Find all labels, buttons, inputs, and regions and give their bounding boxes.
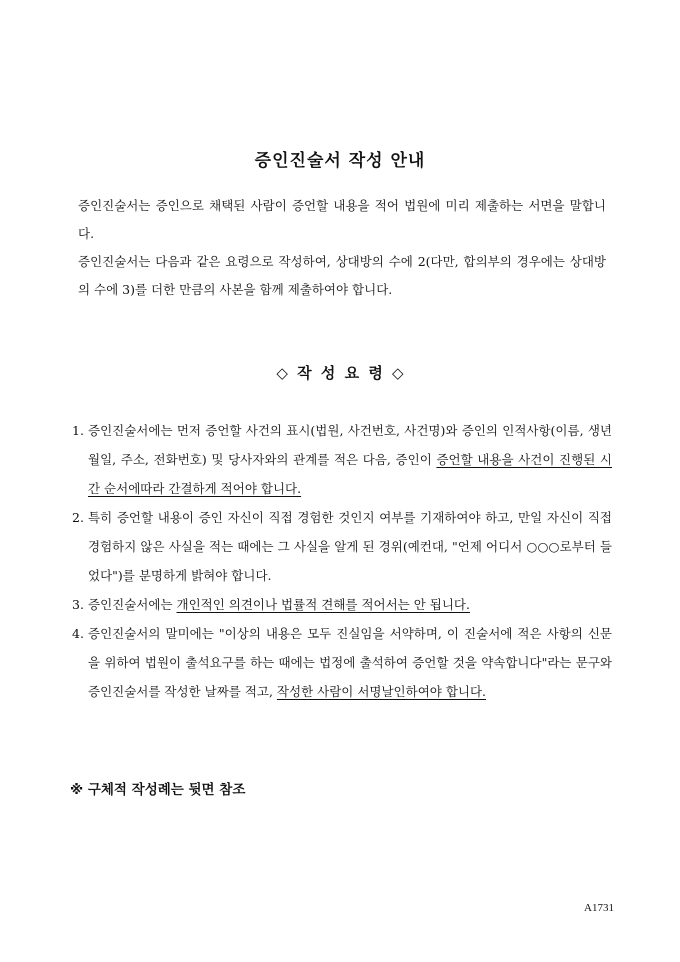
reference-note: ※ 구체적 작성례는 뒷면 참조 [70, 782, 246, 798]
intro-paragraph-2: 증인진술서는 다음과 같은 요령으로 작성하여, 상대방의 수에 2(다만, 합의부의 경우에는 상대방의 수에 3)를 더한 만큼의 사본을 함께 제출하여야 합니다. [78, 254, 606, 297]
form-code: A1731 [584, 902, 614, 914]
item-emphasis: 개인적인 의견이나 법률적 견해를 적어서는 안 됩니다. [176, 597, 470, 612]
item-number: 4. [72, 626, 84, 641]
item-text: 특히 증언할 내용이 증인 자신이 직접 경험한 것인지 여부를 기재하여야 하고, 만일 자신이 직접 경험하지 않은 사실을 적는 때에는 그 사실을 알게 된 경위(예컨대, "언제 어디서 ○○○로부터 들었다")를 분명하게 밝혀야 합니다. [88, 510, 612, 583]
item-number: 2. [72, 510, 84, 525]
item-emphasis: 증언할 내용을 사건이 진행된 시간 순서에따라 간결하게 적어야 합니다. [88, 452, 613, 496]
intro-paragraph-1: 증인진술서는 증인으로 채택된 사람이 증언할 내용을 적어 법원에 미리 제출하는 서면을 말합니다. [78, 198, 606, 241]
item-number: 1. [72, 423, 84, 438]
instruction-list [72, 416, 612, 706]
document-title: 증인진술서 작성 안내 [254, 151, 426, 171]
item-text: 증인진술서에는 먼저 증언할 사건의 표시(법원, 사건번호, 사건명)와 증인의 인적사항(이름, 생년월일, 주소, 전화번호) 및 당사자와의 관계를 적은 다음, 증인이 [88, 423, 612, 467]
instruction-item-1 [72, 416, 612, 503]
section-title: ◇ 작 성 요 령 ◇ [276, 364, 404, 382]
item-number: 3. [72, 597, 84, 612]
instruction-item-2 [72, 503, 612, 590]
item-emphasis: 작성한 사람이 서명날인하여야 합니다. [276, 684, 487, 699]
instruction-item-4 [72, 619, 612, 706]
instruction-item-3 [72, 590, 612, 619]
item-text: 증인진술서에는 [88, 597, 177, 612]
item-text: 증인진술서의 말미에는 "이상의 내용은 모두 진실임을 서약하며, 이 진술서에 적은 사항의 신문을 위하여 법원이 출석요구를 하는 때에는 법정에 출석하여 증언할 것을 약속합니다"라는 문구와 증인진술서를 작성한 날짜를 적고, [88, 626, 612, 699]
